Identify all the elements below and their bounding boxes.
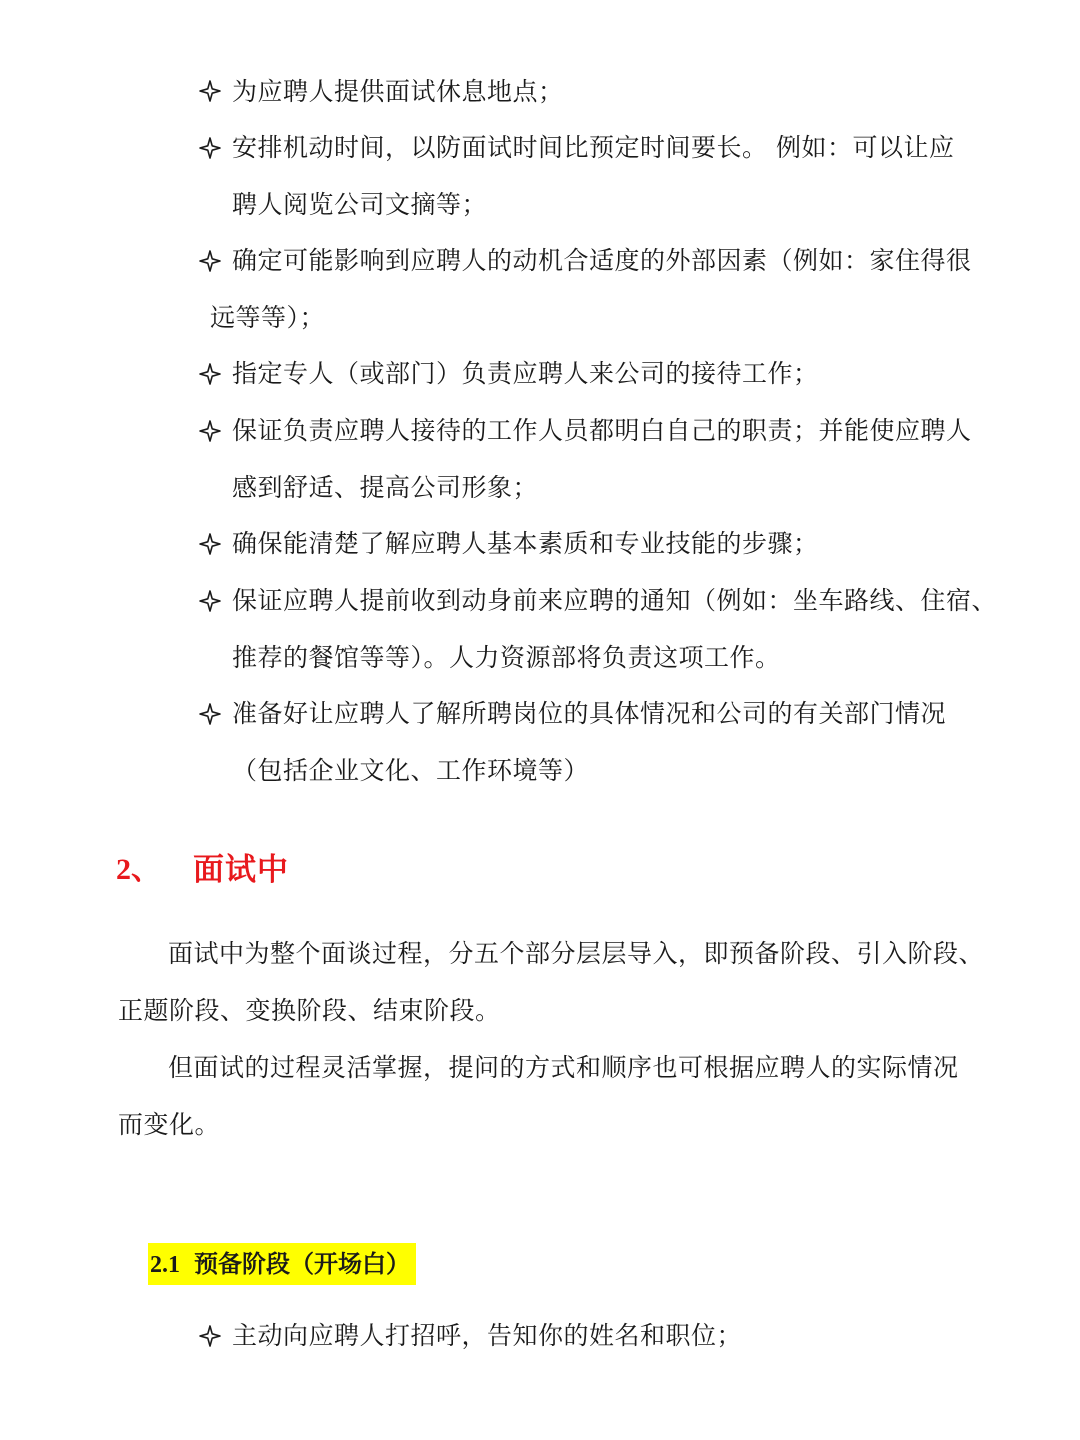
section-title: 面试中 (193, 852, 289, 888)
list-item-text: 为应聘人提供面试休息地点； (232, 77, 564, 106)
list-item-text: 感到舒适、提高公司形象； (232, 473, 539, 502)
list-item-text: 准备好让应聘人了解所聘岗位的具体情况和公司的有关部门情况 (232, 699, 947, 728)
list-item-text: 聘人阅览公司文摘等； (232, 190, 488, 219)
list-item-text: 保证应聘人提前收到动身前来应聘的通知（例如：坐车路线、住宿、 (232, 586, 998, 615)
section-number: 2、 (116, 853, 161, 886)
star-bullet-icon (198, 419, 222, 443)
list-item-text: 保证负责应聘人接待的工作人员都明白自己的职责；并能使应聘人 (232, 416, 972, 445)
list-item-text: （包括企业文化、工作环境等） (232, 756, 590, 785)
subsection-number: 2.1 (150, 1252, 180, 1278)
star-bullet-icon (198, 532, 222, 556)
star-bullet-icon (198, 1324, 222, 1348)
paragraph-line: 而变化。 (118, 1110, 221, 1139)
subsection-title: 预备阶段（开场白） (194, 1249, 410, 1278)
paragraph-line: 正题阶段、变换阶段、结束阶段。 (118, 996, 501, 1025)
list-item-text: 主动向应聘人打招呼，告知你的姓名和职位； (232, 1321, 743, 1350)
star-bullet-icon (198, 702, 222, 726)
list-item-text: 推荐的餐馆等等）。人力资源部将负责这项工作。 (232, 643, 781, 672)
star-bullet-icon (198, 362, 222, 386)
list-item-text: 远等等）； (210, 303, 326, 332)
list-item-text: 确定可能影响到应聘人的动机合适度的外部因素（例如：家住得很 (232, 246, 972, 275)
subsection-heading (148, 1243, 416, 1285)
list-item-text: 安排机动时间，以防面试时间比预定时间要长。 例如：可以让应 (232, 133, 955, 162)
star-bullet-icon (198, 589, 222, 613)
star-bullet-icon (198, 79, 222, 103)
list-item-text: 指定专人（或部门）负责应聘人来公司的接待工作； (232, 359, 819, 388)
star-bullet-icon (198, 136, 222, 160)
list-item-text: 确保能清楚了解应聘人基本素质和专业技能的步骤； (232, 529, 819, 558)
paragraph-line: 面试中为整个面谈过程，分五个部分层层导入，即预备阶段、引入阶段、 (168, 939, 985, 968)
star-bullet-icon (198, 249, 222, 273)
paragraph-line: 但面试的过程灵活掌握，提问的方式和顺序也可根据应聘人的实际情况 (168, 1053, 959, 1082)
